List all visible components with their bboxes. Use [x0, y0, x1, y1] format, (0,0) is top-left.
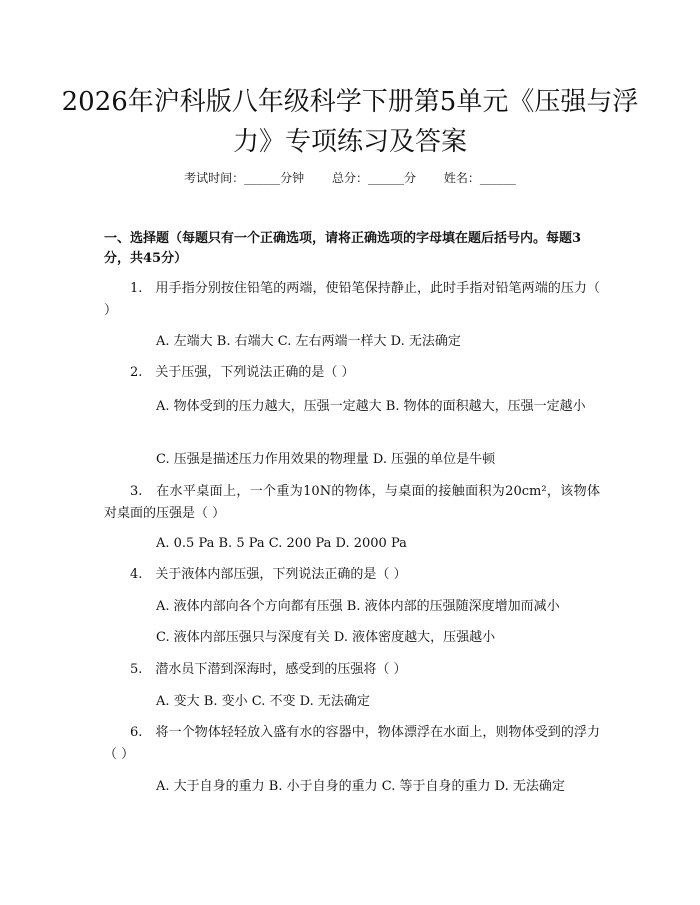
question-5-options: A. 变大 B. 变小 C. 不变 D. 无法确定: [156, 694, 370, 709]
student-name: 姓名：______: [443, 171, 516, 185]
question-3: 3. 在水平桌面上，一个重为10N的物体，与桌面的接触面积为20cm²，该物体对桌面的压强是（ ）: [104, 484, 600, 521]
question-4: 4. 关于液体内部压强，下列说法正确的是（ ）: [130, 567, 407, 582]
question-1: 1. 用手指分别按住铅笔的两端，使铅笔保持静止，此时手指对铅笔两端的压力（ ）: [104, 281, 600, 318]
exam-info-line: [0, 170, 700, 186]
total-score: 总分：______分: [331, 171, 416, 185]
question-6-options: A. 大于自身的重力 B. 小于自身的重力 C. 等于自身的重力 D. 无法确定: [156, 779, 565, 794]
page-title: 2026年沪科版八年级科学下册第5单元《压强与浮力》专项练习及答案: [61, 87, 639, 157]
question-2: 2. 关于压强，下列说法正确的是（ ）: [130, 365, 355, 380]
question-1-options: A. 左端大 B. 右端大 C. 左右两端一样大 D. 无法确定: [156, 334, 461, 349]
question-5: 5. 潜水员下潜到深海时，感受到的压强将（ ）: [130, 662, 407, 677]
question-2-options-b: C. 压强是描述压力作用效果的物理量 D. 压强的单位是牛顿: [156, 452, 496, 467]
question-4-options-b: C. 液体内部压强只与深度有关 D. 液体密度越大，压强越小: [156, 630, 496, 645]
question-2-options-a: A. 物体受到的压力越大，压强一定越大 B. 物体的面积越大，压强一定越小: [156, 399, 586, 414]
exam-time: 考试时间：______分钟: [184, 171, 305, 185]
question-4-options-a: A. 液体内部向各个方向都有压强 B. 液体内部的压强随深度增加而减小: [156, 599, 560, 614]
question-6: 6. 将一个物体轻轻放入盛有水的容器中，物体漂浮在水面上，则物体受到的浮力（ ）: [104, 725, 600, 762]
section-heading: 一、选择题（每题只有一个正确选项，请将正确选项的字母填在题后括号内。每题3分，共45分）: [104, 231, 582, 266]
question-3-options: A. 0.5 Pa B. 5 Pa C. 200 Pa D. 2000 Pa: [156, 536, 407, 551]
